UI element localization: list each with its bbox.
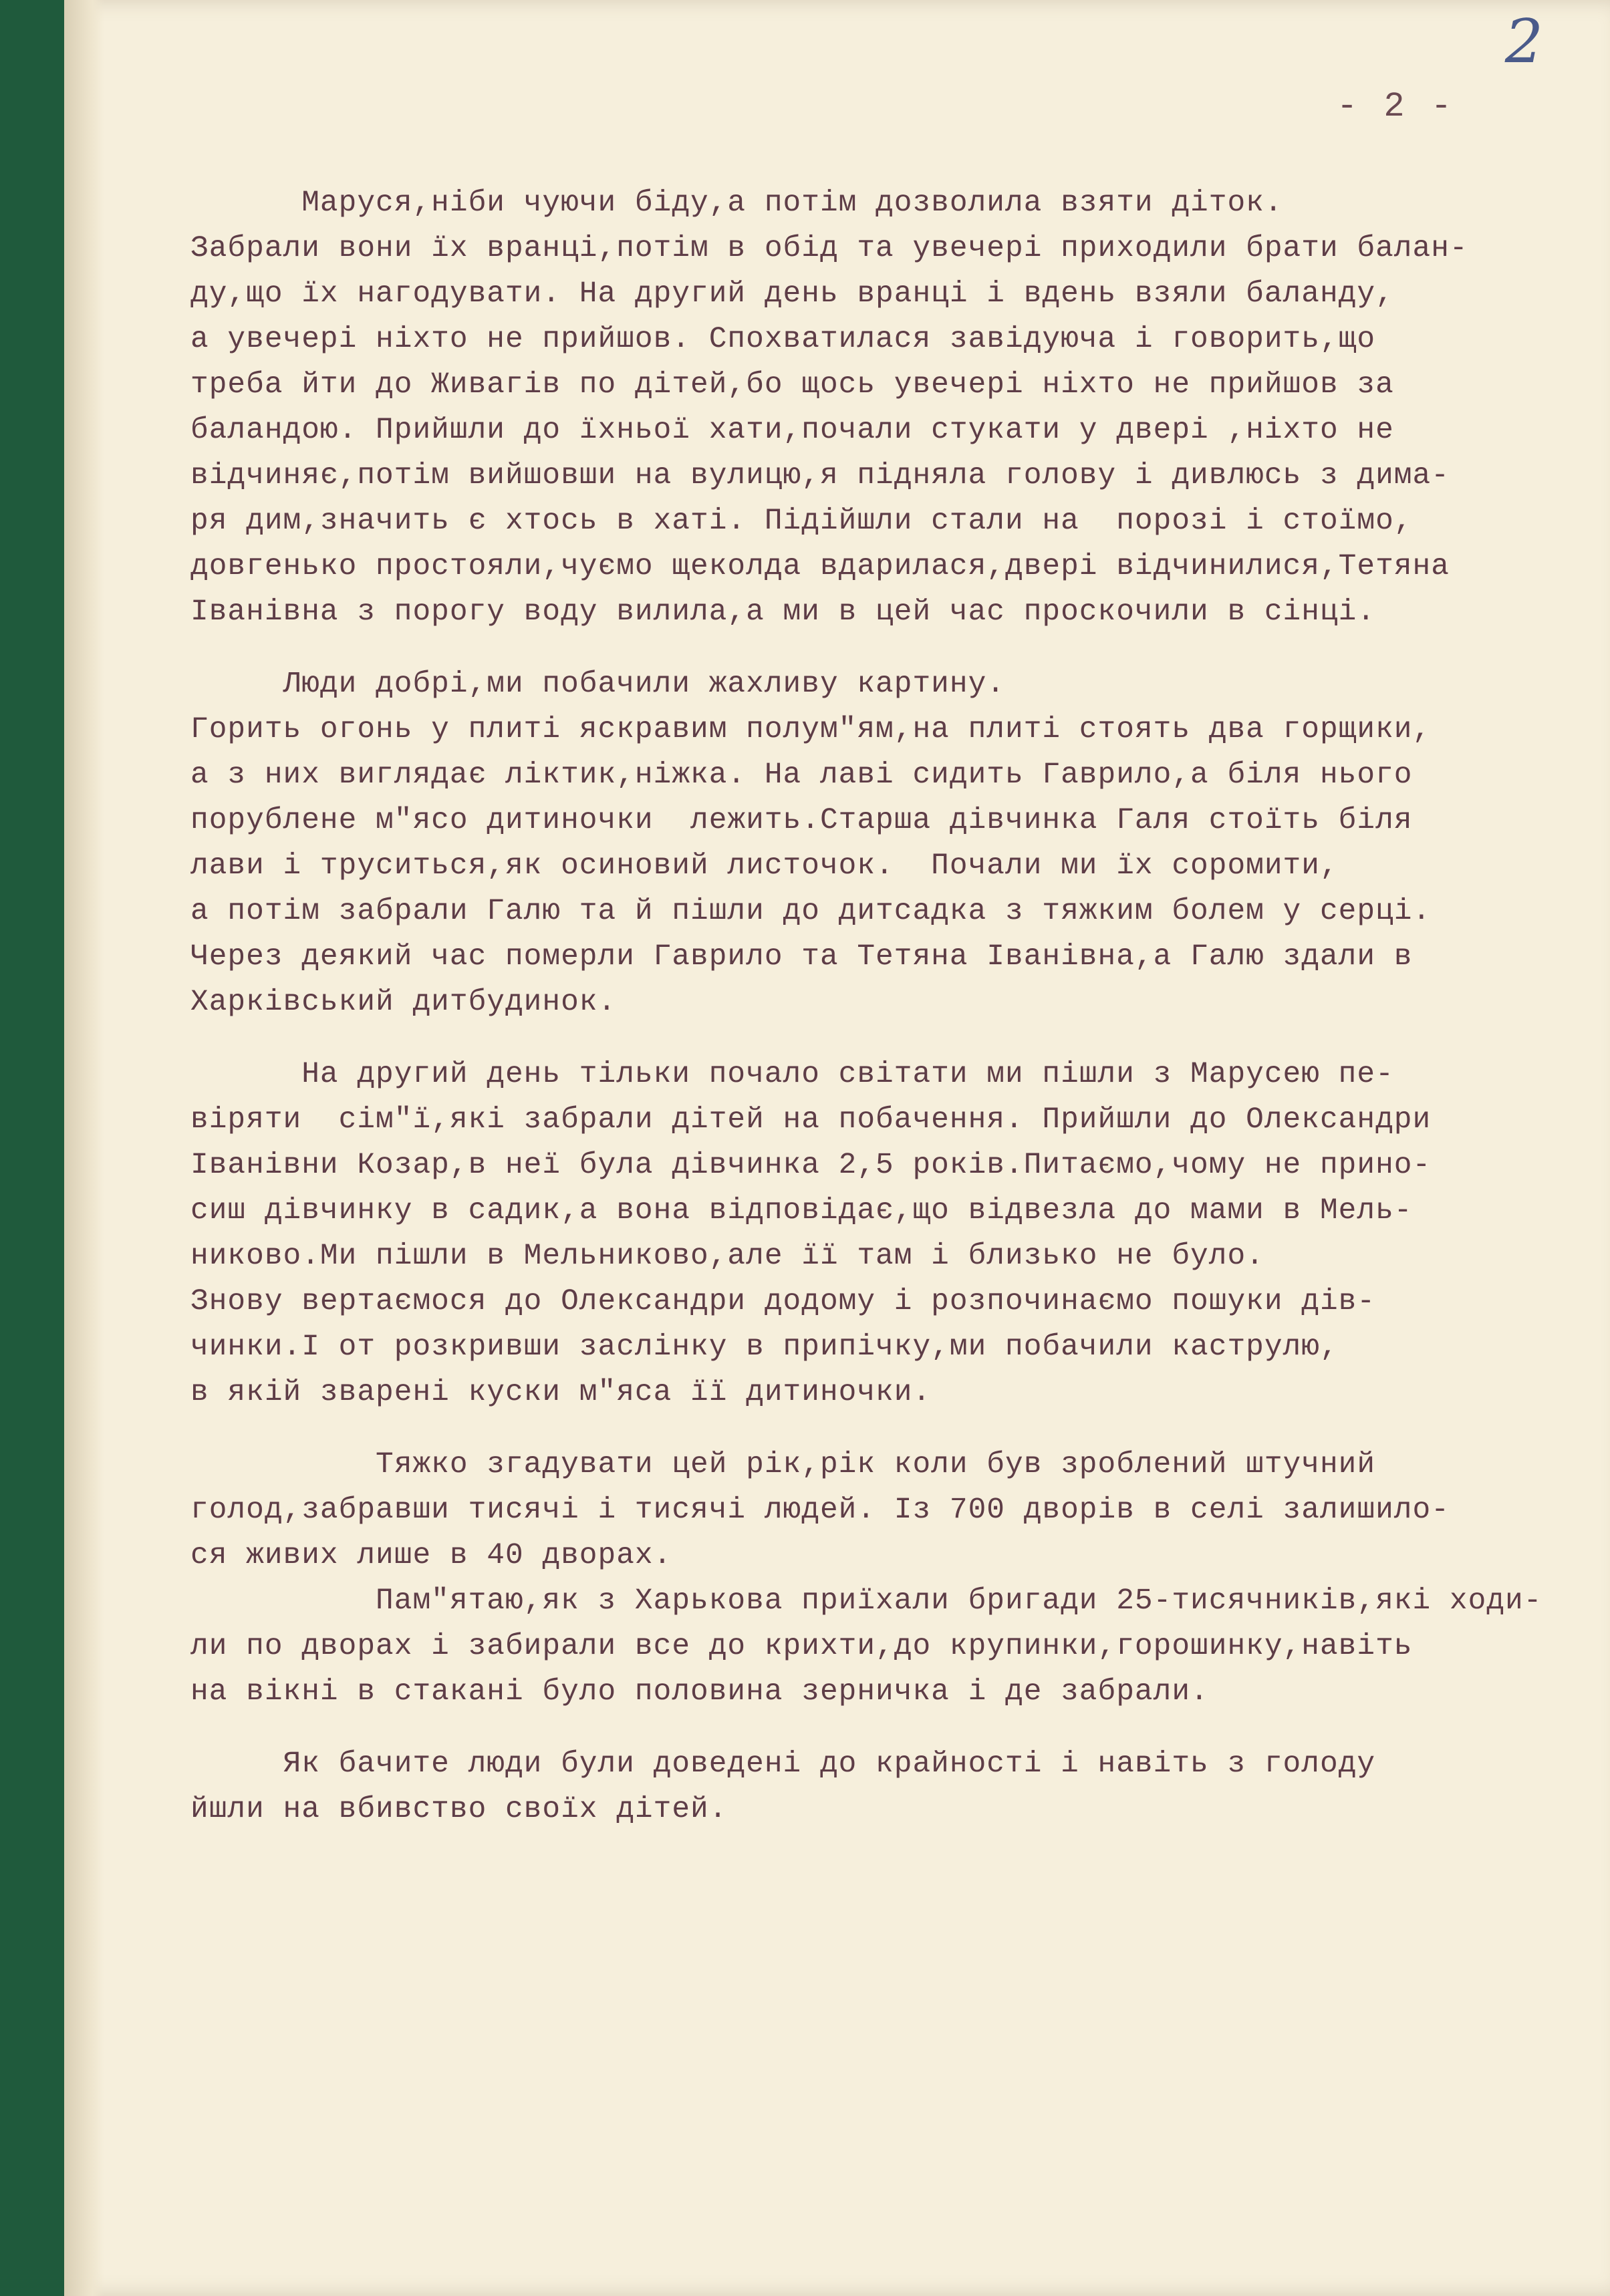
- text-line: Харківський дитбудинок.: [190, 986, 617, 1019]
- text-line: Пам"ятаю,як з Харькова приїхали бригади 25-тисячників,які ходи-: [190, 1584, 1542, 1618]
- text-line: ся живих лише в 40 дворах.: [190, 1539, 672, 1572]
- text-line: треба йти до Живагів по дітей,бо щось увечері ніхто не прийшов за: [190, 368, 1394, 402]
- text-line: Іванівни Козар,в неї була дівчинка 2,5 років.Питаємо,чому не прино-: [190, 1149, 1432, 1182]
- text-line: Знову вертаємося до Олександри додому і розпочинаємо пошуки дів-: [190, 1285, 1376, 1318]
- text-line: а потім забрали Галю та й пішли до дитсадка з тяжким болем у серці.: [190, 895, 1432, 928]
- paragraph-5: [190, 1578, 1601, 1715]
- text-line: довгенько простояли,чуємо щеколда вдарилася,двері відчинилися,Тетяна: [190, 550, 1450, 583]
- body-text: [190, 180, 1601, 1832]
- text-line: в якій зварені куски м"яса її дитиночки.: [190, 1376, 932, 1409]
- paragraph-6: [190, 1741, 1601, 1832]
- text-line: на вікні в стакані було половина зерничка і де забрали.: [190, 1675, 1209, 1709]
- text-line: Горить огонь у плиті яскравим полум"ям,на плиті стоять два горщики,: [190, 713, 1432, 746]
- text-line: Тяжко згадувати цей рік,рік коли був зроблений штучний: [190, 1448, 1376, 1481]
- text-line: ли по дворах і забирали все до крихти,до крупинки,горошинку,навіть: [190, 1630, 1413, 1663]
- text-line: відчиняє,потім вийшовши на вулицю,я підняла голову і дивлюсь з дима-: [190, 459, 1450, 492]
- archive-page-number: 2: [1504, 7, 1543, 77]
- page-fold-shadow: [64, 0, 104, 2296]
- text-line: порублене м"ясо дитиночки лежить.Старша дівчинка Галя стоїть біля: [190, 804, 1413, 837]
- text-line: Маруся,ніби чуючи біду,а потім дозволила взяти діток.: [190, 186, 1283, 220]
- text-line: а з них виглядає ліктик,ніжка. На лаві сидить Гаврило,а біля нього: [190, 758, 1413, 792]
- text-line: лави і труситься,як осиновий листочок. Почали ми їх соромити,: [190, 849, 1339, 883]
- text-line: чинки.І от розкривши заслінку в припічку,ми побачили каструлю,: [190, 1330, 1339, 1364]
- text-line: ду,що їх нагодувати. На другий день вранці і вдень взяли баланду,: [190, 277, 1394, 311]
- text-line: баландою. Прийшли до їхньої хати,почали стукати у двері ,ніхто не: [190, 414, 1394, 447]
- text-line: Як бачите люди були доведені до крайності і навіть з голоду: [190, 1747, 1376, 1781]
- text-line: На другий день тільки почало світати ми пішли з Марусею пе-: [190, 1058, 1394, 1091]
- paragraph-3: [190, 1052, 1601, 1415]
- text-line: віряти сім"ї,які забрали дітей на побачення. Прийшли до Олександри: [190, 1103, 1432, 1137]
- paragraph-4: [190, 1442, 1601, 1578]
- text-line: никово.Ми пішли в Мельниково,але її там і близько не було.: [190, 1240, 1264, 1273]
- text-line: голод,забравши тисячі і тисячі людей. Із 700 дворів в селі залишило-: [190, 1493, 1450, 1527]
- paragraph-2: [190, 662, 1601, 1025]
- text-line: Забрали вони їх вранці,потім в обід та увечері приходили брати балан-: [190, 232, 1468, 265]
- text-line: Іванівна з порогу воду вилила,а ми в цей час проскочили в сінці.: [190, 595, 1376, 629]
- text-line: ря дим,значить є хтось в хаті. Підійшли стали на порозі і стоїмо,: [190, 505, 1413, 538]
- paragraph-1: [190, 180, 1601, 635]
- text-line: а увечері ніхто не прийшов. Спохватилася завідуюча і говорить,що: [190, 323, 1376, 356]
- typed-page-number: - 2 -: [1337, 87, 1455, 126]
- text-line: йшли на вбивство своїх дітей.: [190, 1793, 728, 1826]
- text-line: Люди добрі,ми побачили жахливу картину.: [190, 668, 1005, 701]
- text-line: сиш дівчинку в садик,а вона відповідає,що відвезла до мами в Мель-: [190, 1194, 1413, 1228]
- text-line: Через деякий час померли Гаврило та Тетяна Іванівна,а Галю здали в: [190, 940, 1413, 974]
